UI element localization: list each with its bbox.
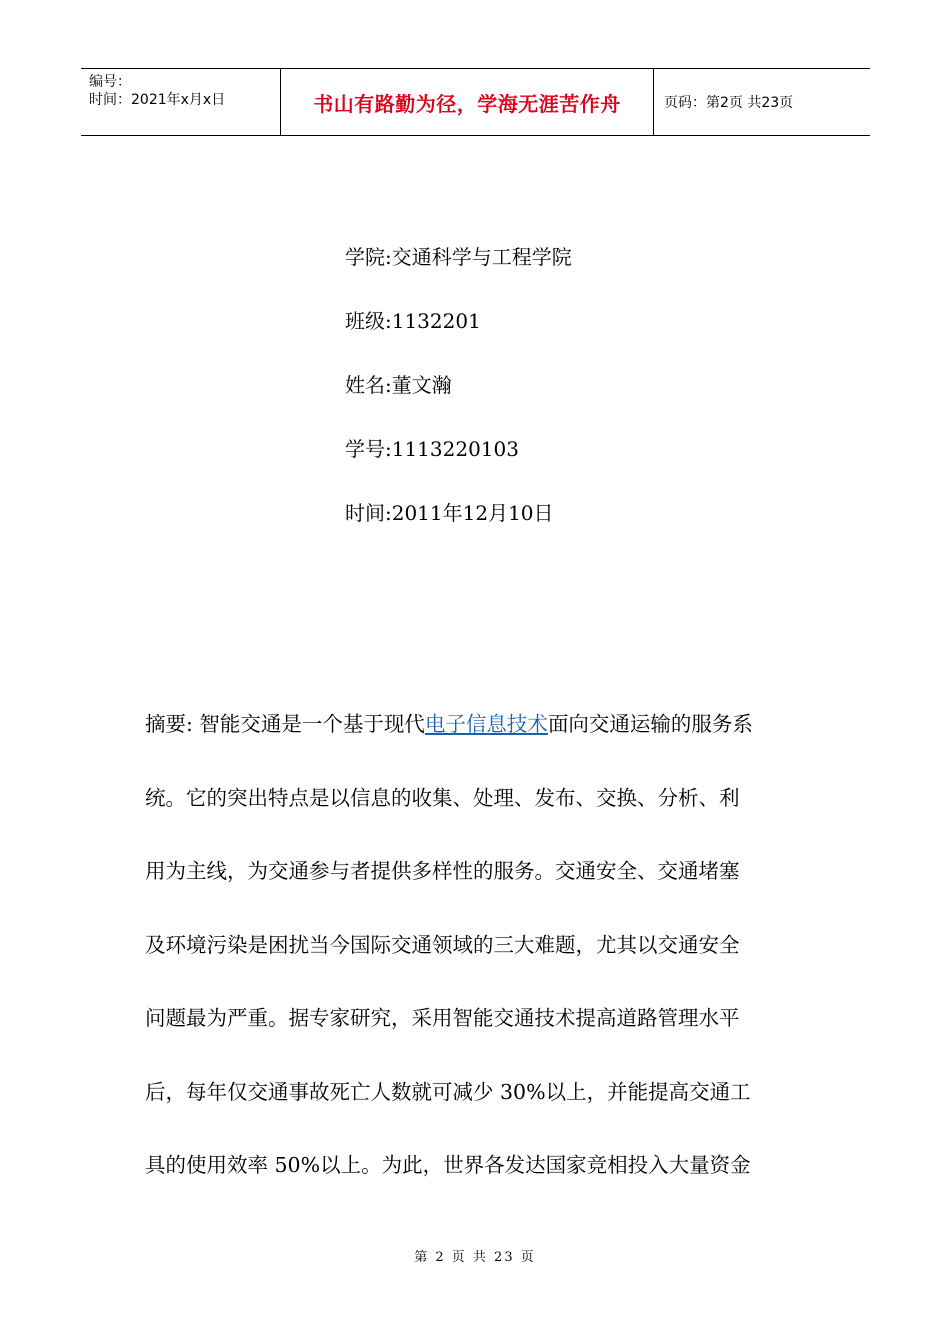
motto-text: 书山有路勤为径，学海无涯苦作舟 (313, 91, 621, 116)
page-footer (0, 1246, 950, 1265)
abstract-line-4: 及环境污染是困扰当今国际交通领域的三大难题，尤其以交通安全 (145, 932, 740, 957)
abstract-prefix: 摘要: 智能交通是一个基于现代 (145, 712, 425, 736)
college-line: 学院:交通科学与工程学院 (345, 245, 572, 269)
footer-page-number: 第 2 页 共 23 页 (414, 1250, 536, 1265)
code-label: 编号： (89, 74, 131, 90)
student-info (345, 238, 572, 558)
class-line: 班级:1132201 (345, 309, 481, 333)
time-label: 时间：2021年x月x日 (89, 92, 226, 108)
header-motto-cell (281, 69, 654, 135)
page-info: 页码：第2页 共23页 (664, 95, 794, 111)
abstract-line-3: 用为主线，为交通参与者提供多样性的服务。交通安全、交通堵塞 (145, 859, 740, 883)
electronic-info-tech-link[interactable]: 电子信息技术 (424, 712, 548, 736)
abstract-line-6: 后，每年仅交通事故死亡人数就可减少 30%以上，并能提高交通工 (145, 1079, 751, 1104)
name-line: 姓名:董文瀚 (345, 373, 452, 397)
header-page-cell (654, 69, 870, 135)
date-line: 时间:2011年12月10日 (345, 501, 554, 525)
abstract-line-2: 统。它的突出特点是以信息的收集、处理、发布、交换、分析、利 (145, 785, 740, 810)
header-meta-cell (81, 69, 281, 135)
abstract-line-5: 问题最为严重。据专家研究，采用智能交通技术提高道路管理水平 (145, 1006, 740, 1030)
abstract-line-1 (145, 688, 807, 762)
abstract-paragraph (145, 688, 807, 1203)
page-header (81, 68, 870, 136)
abstract-line-7: 具的使用效率 50%以上。为此，世界各发达国家竞相投入大量资金 (145, 1153, 751, 1177)
abstract-line1-suffix: 面向交通运输的服务系 (547, 712, 753, 736)
student-id-line: 学号:1113220103 (345, 437, 519, 461)
